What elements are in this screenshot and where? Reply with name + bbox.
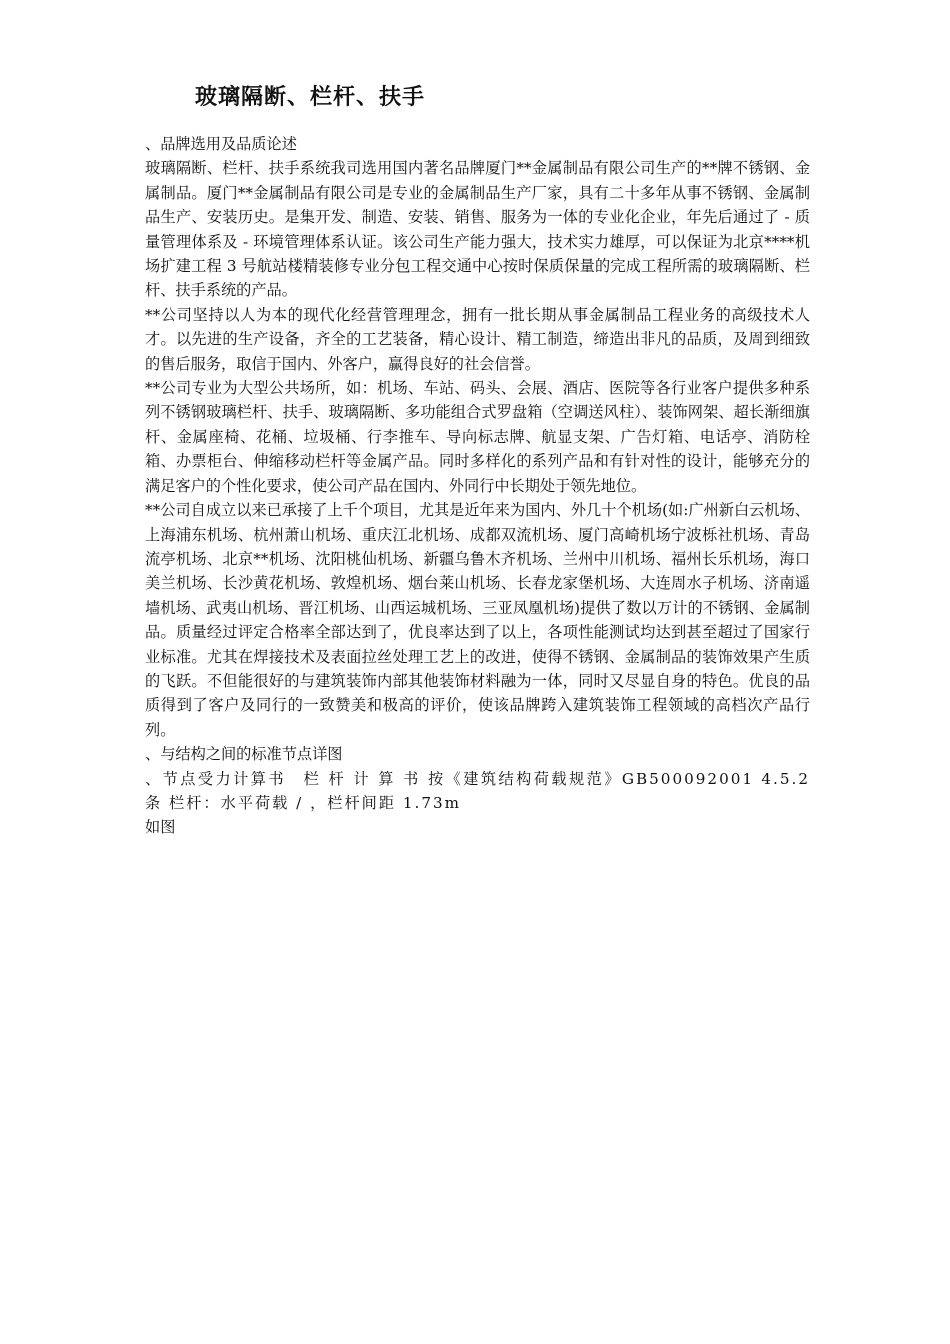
- section-heading-brand: 、品牌选用及品质论述: [145, 135, 297, 153]
- paragraph-management: **公司坚持以人为本的现代化经营管理理念，拥有一批长期从事金属制品工程业务的高级技术人才。以先进的生产设备，齐全的工艺装备，精心设计、精工制造，缔造出非凡的品质，及周到细致的售后服务，取信于国内、外客户，赢得良好的社会信誉。: [145, 305, 810, 373]
- paragraph-brand-intro: 玻璃隔断、栏杆、扶手系统我司选用国内著名品牌厦门**金属制品有限公司生产的**牌不锈钢、金属制品。厦门**金属制品有限公司是专业的金属制品生产厂家，具有二十多年从事不锈钢、金属制品生产、安装历史。是集开发、制造、安装、销售、服务为一体的专业化企业，年先后通过了 - 质量管理体系及 - 环境管理体系认证。该公司生产能力强大，技术实力雄厚，可以保证为北京****机场扩建工程 3 号航站楼精装修专业分包工程交通中心按时保质保量的完成工程所需的玻璃隔断、栏杆、扶手系统的产品。: [145, 159, 810, 300]
- section-heading-calculation: 、节点受力计算书 栏 杆 计 算 书 按《建筑结构荷载规范》GB500092001 4.5.2 条 栏杆：水平荷载 / ，栏杆间距 1.73m: [145, 769, 810, 812]
- paragraph-projects: **公司自成立以来已承接了上千个项目，尤其是近年来为国内、外几十个机场(如:广州新白云机场、上海浦东机场、杭州萧山机场、重庆江北机场、成都双流机场、厦门高崎机场宁波栎社机场、青岛流亭机场、北京**机场、沈阳桃仙机场、新疆乌鲁木齐机场、兰州中川机场、福州长乐机场，海口美兰机场、长沙黄花机场、敦煌机场、烟台莱山机场、长春龙家堡机场、大连周水子机场、济南遥墙机场、武夷山机场、晋江机场、山西运城机场、三亚凤凰机场)提供了数以万计的不锈钢、金属制品。质量经过评定合格率全部达到了，优良率达到了以上，各项性能测试均达到甚至超过了国家行业标准。尤其在焊接技术及表面拉丝处理工艺上的改进，使得不锈钢、金属制品的装饰效果产生质的飞跃。不但能很好的与建筑装饰内部其他装饰材料融为一体，同时又尽显自身的特色。优良的品质得到了客户及同行的一致赞美和极高的评价，使该品牌跨入建筑装饰工程领域的高档次产品行列。: [145, 501, 810, 739]
- paragraph-products: **公司专业为大型公共场所，如：机场、车站、码头、会展、酒店、医院等各行业客户提供多种系列不锈钢玻璃栏杆、扶手、玻璃隔断、多功能组合式罗盘箱（空调送风柱）、装饰网架、超长渐细旗杆、金属座椅、花桶、垃圾桶、行李推车、导向标志牌、航显支架、广告灯箱、电话亭、消防栓箱、办票柜台、伸缩移动栏杆等金属产品。同时多样化的系列产品和有针对性的设计，能够充分的满足客户的个性化要求，使公司产品在国内、外同行中长期处于领先地位。: [145, 379, 810, 495]
- section-heading-node-detail: 、与结构之间的标准节点详图: [145, 745, 343, 764]
- figure-reference: 如图: [145, 818, 176, 837]
- document-body: [145, 132, 810, 840]
- document-title: 玻璃隔断、栏杆、扶手: [195, 84, 426, 110]
